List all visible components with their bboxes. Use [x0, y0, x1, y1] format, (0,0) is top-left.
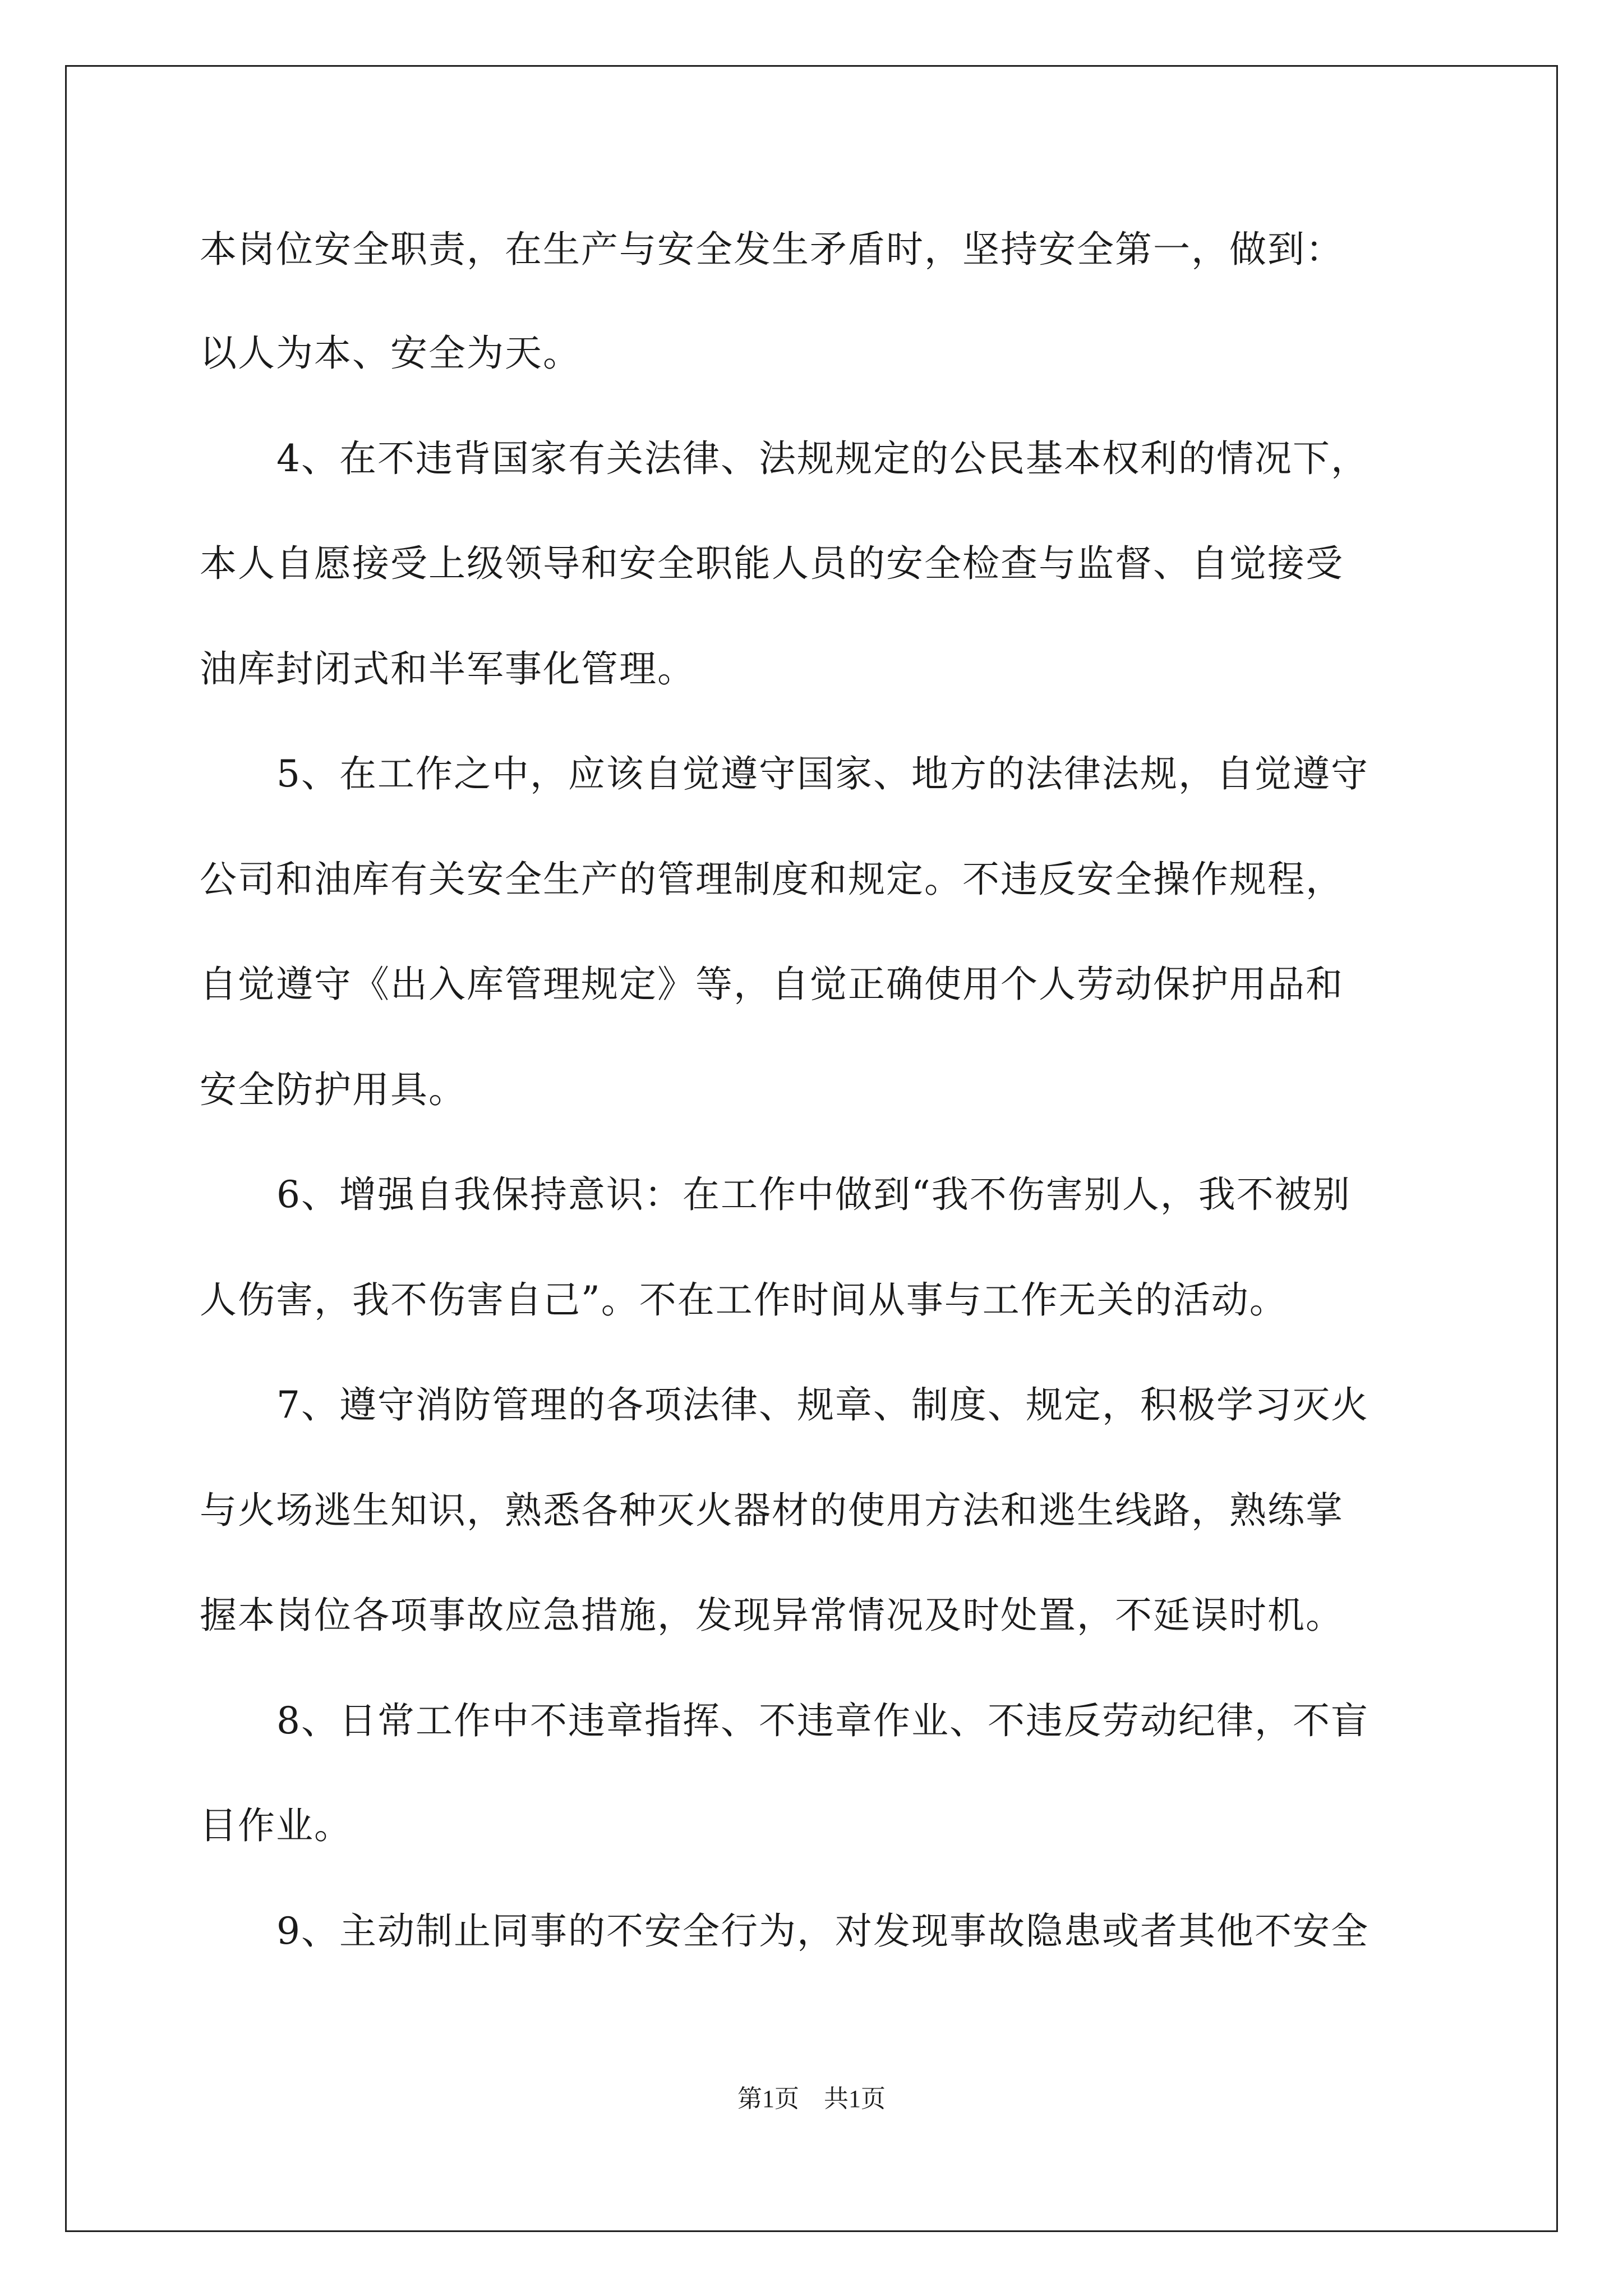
paragraph-5-start: 5、在工作之中，应该自觉遵守国家、地方的法律法规，自觉遵守 [276, 752, 1369, 795]
text-line: 与火场逃生知识，熟悉各种灭火器材的使用方法和逃生线路，熟练掌 [200, 1489, 1344, 1532]
paragraph-8-start: 8、日常工作中不违章指挥、不违章作业、不违反劳动纪律，不盲 [276, 1699, 1369, 1742]
text-line: 握本岗位各项事故应急措施，发现异常情况及时处置，不延误时机。 [200, 1594, 1344, 1637]
paragraph-6-start: 6、增强自我保持意识：在工作中做到“我不伤害别人，我不被别 [276, 1173, 1351, 1216]
text-line: 油库封闭式和半军事化管理。 [200, 647, 695, 691]
text-line: 人伤害，我不伤害自己”。不在工作时间从事与工作无关的活动。 [200, 1278, 1288, 1322]
text-line: 本岗位安全职责，在生产与安全发生矛盾时，坚持安全第一，做到： [200, 228, 1344, 271]
text-line: 公司和油库有关安全生产的管理制度和规定。不违反安全操作规程， [200, 858, 1344, 901]
text-line: 自觉遵守《出入库管理规定》等，自觉正确使用个人劳动保护用品和 [200, 963, 1344, 1006]
paragraph-7-start: 7、遵守消防管理的各项法律、规章、制度、规定，积极学习灭火 [276, 1383, 1369, 1427]
text-line: 本人自愿接受上级领导和安全职能人员的安全检查与监督、自觉接受 [200, 542, 1344, 585]
paragraph-9-start: 9、主动制止同事的不安全行为，对发现事故隐患或者其他不安全 [276, 1910, 1369, 1953]
text-line: 目作业。 [200, 1804, 352, 1847]
text-line: 安全防护用具。 [200, 1068, 467, 1111]
page-number-footer: 第1页 共1页 [737, 2085, 886, 2113]
page-border [65, 65, 1558, 2232]
text-line: 以人为本、安全为天。 [200, 332, 581, 375]
paragraph-4-start: 4、在不违背国家有关法律、法规规定的公民基本权利的情况下， [276, 437, 1369, 480]
